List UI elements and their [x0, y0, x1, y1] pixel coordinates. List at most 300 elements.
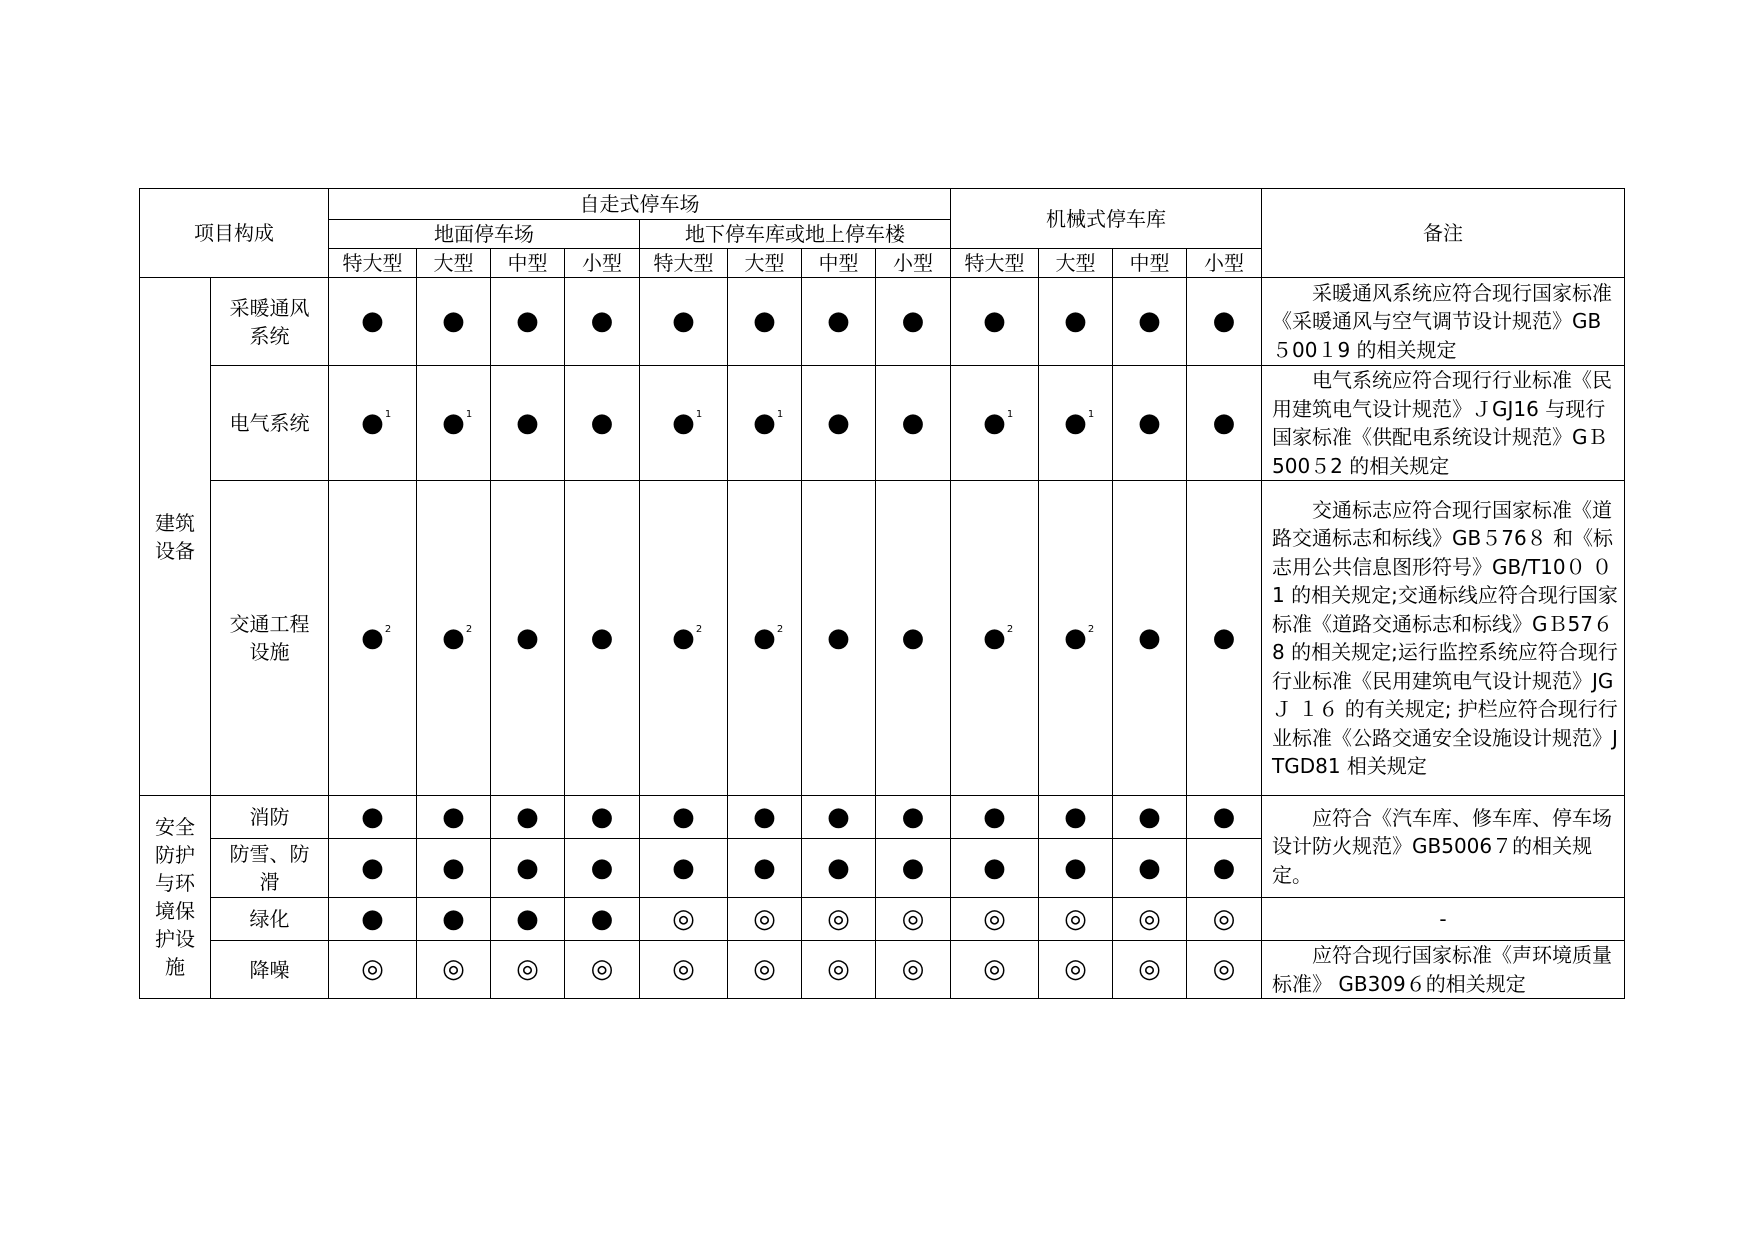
item-name: 防雪、防滑: [211, 839, 329, 898]
mark-glyph: ◎: [901, 903, 925, 934]
mark-cell: [951, 796, 1039, 839]
mark-symbol: [591, 409, 614, 437]
mark-cell: [329, 898, 417, 941]
mark-symbol: [591, 854, 614, 882]
standards-table: [139, 188, 1625, 999]
mark-symbol: [672, 854, 695, 882]
mark-symbol: [516, 409, 539, 437]
mark-symbol: [983, 407, 1014, 438]
mark-glyph: ●: [983, 306, 1006, 336]
mark-glyph: ●: [983, 852, 1006, 883]
mark-glyph: ●: [983, 407, 1006, 438]
mark-footnote: 1: [1006, 408, 1014, 420]
header-size: 特大型: [329, 249, 417, 278]
mark-cell: [417, 839, 491, 898]
remark-text: 应符合《汽车库、修车库、停车场设计防火规范》GB5006７的相关规定。: [1272, 805, 1612, 887]
mark-symbol: [827, 854, 850, 882]
mark-symbol: [983, 307, 1006, 335]
mark-glyph: ◎: [516, 954, 539, 984]
mark-symbol: [1138, 905, 1161, 933]
table-row: [140, 898, 1625, 941]
mark-glyph: ●: [753, 306, 776, 336]
mark-glyph: ●: [590, 852, 614, 883]
mark-cell: [951, 481, 1039, 796]
mark-cell: [491, 481, 565, 796]
mark-symbol: [1213, 905, 1236, 933]
mark-cell: [802, 278, 876, 366]
mark-glyph: ●: [901, 306, 925, 336]
mark-glyph: ●: [1064, 852, 1087, 883]
mark-symbol: [1064, 803, 1087, 831]
mark-glyph: ●: [672, 801, 695, 832]
remark-text: 应符合现行国家标准《声环境质量标准》 GB309６的相关规定: [1272, 943, 1612, 996]
mark-cell: [491, 366, 565, 481]
mark-cell: [1039, 941, 1113, 999]
mark-symbol: [516, 624, 539, 652]
mark-cell: [417, 796, 491, 839]
mark-symbol: [902, 854, 925, 882]
mark-cell: [1113, 366, 1187, 481]
item-name: 降噪: [211, 941, 329, 999]
mark-cell: [640, 796, 728, 839]
mark-symbol: [516, 905, 539, 933]
mark-symbol: [902, 307, 925, 335]
mark-glyph: ●: [753, 852, 776, 883]
mark-symbol: [1064, 955, 1087, 983]
mark-symbol: [902, 905, 925, 933]
mark-glyph: ●: [827, 306, 850, 336]
mark-cell: [951, 941, 1039, 999]
mark-symbol: [902, 624, 925, 652]
mark-cell: [491, 278, 565, 366]
mark-cell: [1039, 796, 1113, 839]
mark-symbol: [442, 955, 465, 983]
mark-cell: [802, 839, 876, 898]
mark-cell: [951, 366, 1039, 481]
mark-glyph: ●: [901, 852, 925, 883]
mark-glyph: ◎: [983, 954, 1006, 984]
remark-cell: -: [1262, 898, 1625, 941]
mark-glyph: ●: [672, 306, 695, 336]
mark-glyph: ◎: [1212, 903, 1236, 934]
mark-symbol: [753, 803, 776, 831]
mark-glyph: ●: [516, 852, 539, 883]
mark-glyph: ●: [442, 903, 465, 934]
mark-glyph: ◎: [827, 954, 850, 984]
mark-glyph: ◎: [672, 954, 695, 984]
header-mechanical: 机械式停车库: [951, 189, 1262, 249]
mark-symbol: [1138, 307, 1161, 335]
mark-cell: [640, 941, 728, 999]
mark-glyph: ●: [442, 306, 465, 336]
mark-symbol: [753, 307, 776, 335]
mark-glyph: ◎: [1064, 954, 1087, 984]
mark-symbol: [983, 955, 1006, 983]
mark-symbol: [827, 409, 850, 437]
mark-cell: [1187, 941, 1262, 999]
mark-glyph: ●: [361, 306, 384, 336]
mark-glyph: ●: [361, 407, 384, 438]
mark-symbol: [753, 955, 776, 983]
mark-cell: [1187, 898, 1262, 941]
mark-cell: [1039, 481, 1113, 796]
mark-cell: [329, 481, 417, 796]
mark-glyph: ◎: [590, 954, 614, 984]
mark-symbol: [442, 854, 465, 882]
mark-glyph: ●: [983, 801, 1006, 832]
mark-symbol: [1138, 955, 1161, 983]
mark-glyph: ◎: [672, 903, 695, 934]
remark-text: 交通标志应符合现行国家标准《道路交通标志和标线》GB５76８ 和《标志用公共信息图形符号》GB/T10０ ０1 的相关规定;交通标线应符合现行国家标准《道路交通标志和标线》GＢ57６8 的相关规定;运行监控系统应符合现行行业标准《民用建筑电气设计规范》JGＪ １６ 的有关规定; 护栏应符合现行行业标准《公路交通安全设施设计规范》JTGD81 相关规定: [1272, 497, 1618, 778]
mark-symbol: [442, 407, 473, 438]
header-size: 小型: [1187, 249, 1262, 278]
mark-glyph: ●: [361, 801, 384, 832]
mark-footnote: 1: [695, 408, 703, 420]
mark-cell: [876, 796, 951, 839]
mark-footnote: 2: [1006, 623, 1014, 635]
table-row: [140, 366, 1625, 481]
mark-cell: [728, 898, 802, 941]
item-name: 交通工程设施: [211, 481, 329, 796]
mark-footnote: 2: [1087, 623, 1095, 635]
mark-symbol: [827, 307, 850, 335]
mark-glyph: ●: [590, 306, 614, 336]
mark-glyph: ●: [590, 903, 614, 934]
mark-symbol: [827, 624, 850, 652]
mark-footnote: 2: [384, 623, 392, 635]
mark-cell: [1039, 278, 1113, 366]
mark-glyph: ◎: [442, 954, 465, 984]
mark-cell: [565, 796, 640, 839]
mark-glyph: ●: [516, 801, 539, 832]
mark-cell: [491, 839, 565, 898]
header-size: 特大型: [951, 249, 1039, 278]
mark-glyph: ●: [672, 852, 695, 883]
mark-symbol: [442, 307, 465, 335]
mark-cell: [640, 278, 728, 366]
mark-cell: [1113, 278, 1187, 366]
mark-glyph: ●: [442, 801, 465, 832]
group-safety: 安全防护与环境保护设施: [140, 796, 211, 999]
mark-symbol: [361, 803, 384, 831]
mark-symbol: [1064, 407, 1095, 438]
header-size: 特大型: [640, 249, 728, 278]
mark-cell: [1187, 366, 1262, 481]
mark-glyph: ◎: [827, 903, 850, 934]
mark-cell: [565, 366, 640, 481]
mark-glyph: ●: [827, 852, 850, 883]
mark-cell: [1113, 898, 1187, 941]
mark-glyph: ●: [442, 852, 465, 883]
mark-glyph: ●: [442, 622, 465, 653]
mark-symbol: [753, 622, 784, 653]
mark-glyph: ●: [1064, 622, 1087, 653]
mark-symbol: [672, 622, 703, 653]
mark-cell: [728, 278, 802, 366]
header-underground: 地下停车库或地上停车楼: [640, 220, 951, 249]
mark-symbol: [1138, 624, 1161, 652]
mark-cell: [876, 366, 951, 481]
mark-cell: [1113, 481, 1187, 796]
mark-glyph: ●: [516, 903, 539, 934]
mark-footnote: 2: [776, 623, 784, 635]
mark-glyph: ●: [590, 407, 614, 438]
mark-cell: [491, 941, 565, 999]
mark-symbol: [591, 955, 614, 983]
mark-cell: [329, 839, 417, 898]
item-name: 电气系统: [211, 366, 329, 481]
mark-cell: [876, 278, 951, 366]
mark-footnote: 1: [1087, 408, 1095, 420]
mark-cell: [1113, 941, 1187, 999]
mark-symbol: [902, 803, 925, 831]
mark-symbol: [983, 905, 1006, 933]
mark-symbol: [591, 803, 614, 831]
mark-glyph: ●: [753, 801, 776, 832]
mark-cell: [329, 366, 417, 481]
mark-glyph: ●: [983, 622, 1006, 653]
mark-glyph: ●: [1212, 622, 1236, 653]
mark-symbol: [1213, 803, 1236, 831]
mark-glyph: ●: [361, 852, 384, 883]
mark-cell: [329, 278, 417, 366]
mark-symbol: [672, 955, 695, 983]
mark-symbol: [1064, 622, 1095, 653]
header-size: 中型: [491, 249, 565, 278]
mark-symbol: [361, 955, 384, 983]
mark-symbol: [1064, 854, 1087, 882]
mark-symbol: [1213, 307, 1236, 335]
mark-cell: [802, 366, 876, 481]
mark-symbol: [1138, 409, 1161, 437]
mark-symbol: [1213, 955, 1236, 983]
mark-cell: [640, 839, 728, 898]
mark-cell: [1039, 366, 1113, 481]
mark-cell: [1039, 898, 1113, 941]
mark-glyph: ●: [516, 306, 539, 336]
mark-cell: [329, 941, 417, 999]
mark-symbol: [1213, 624, 1236, 652]
mark-cell: [417, 481, 491, 796]
mark-symbol: [983, 803, 1006, 831]
mark-cell: [802, 941, 876, 999]
mark-cell: [728, 941, 802, 999]
mark-glyph: ●: [753, 622, 776, 653]
mark-symbol: [361, 854, 384, 882]
mark-symbol: [1213, 409, 1236, 437]
mark-glyph: ●: [672, 622, 695, 653]
mark-cell: [565, 839, 640, 898]
mark-cell: [565, 898, 640, 941]
mark-glyph: ●: [1138, 306, 1161, 336]
mark-glyph: ●: [1138, 801, 1161, 832]
mark-symbol: [672, 307, 695, 335]
mark-symbol: [1138, 854, 1161, 882]
mark-glyph: ●: [361, 903, 384, 934]
mark-glyph: ◎: [753, 954, 776, 984]
mark-symbol: [442, 905, 465, 933]
header-size: 中型: [802, 249, 876, 278]
mark-cell: [1187, 839, 1262, 898]
mark-cell: [728, 481, 802, 796]
mark-cell: [640, 898, 728, 941]
mark-symbol: [902, 409, 925, 437]
header-size: 中型: [1113, 249, 1187, 278]
mark-symbol: [442, 622, 473, 653]
mark-symbol: [1064, 905, 1087, 933]
header-remark: 备注: [1262, 189, 1625, 278]
mark-cell: [728, 839, 802, 898]
header-self-park: 自走式停车场: [329, 189, 951, 220]
mark-glyph: ●: [901, 407, 925, 438]
mark-glyph: ●: [590, 801, 614, 832]
mark-footnote: 2: [465, 623, 473, 635]
mark-glyph: ●: [1212, 407, 1236, 438]
mark-symbol: [753, 905, 776, 933]
mark-cell: [876, 481, 951, 796]
mark-cell: [728, 366, 802, 481]
mark-cell: [491, 796, 565, 839]
mark-glyph: ●: [827, 801, 850, 832]
item-name: 采暖通风系统: [211, 278, 329, 366]
header-project: 项目构成: [140, 189, 329, 278]
mark-cell: [1113, 796, 1187, 839]
mark-symbol: [672, 407, 703, 438]
header-size: 大型: [417, 249, 491, 278]
mark-symbol: [1213, 854, 1236, 882]
mark-glyph: ●: [1212, 801, 1236, 832]
mark-glyph: ◎: [753, 903, 776, 934]
mark-glyph: ●: [1212, 852, 1236, 883]
mark-glyph: ●: [1064, 306, 1087, 336]
mark-symbol: [361, 622, 392, 653]
mark-footnote: 1: [384, 408, 392, 420]
remark-text: 采暖通风系统应符合现行国家标准《采暖通风与空气调节设计规范》GB５00１9 的相关规定: [1272, 280, 1612, 362]
mark-cell: [876, 941, 951, 999]
mark-cell: [417, 366, 491, 481]
mark-symbol: [983, 622, 1014, 653]
mark-glyph: ●: [442, 407, 465, 438]
mark-cell: [491, 898, 565, 941]
mark-symbol: [361, 407, 392, 438]
header-size: 大型: [728, 249, 802, 278]
table-row: [140, 278, 1625, 366]
mark-cell: [640, 366, 728, 481]
mark-cell: [876, 839, 951, 898]
table-row: [140, 796, 1625, 839]
mark-cell: [802, 898, 876, 941]
mark-glyph: ◎: [361, 954, 384, 984]
remark-cell: [1262, 941, 1625, 999]
item-name: 绿化: [211, 898, 329, 941]
mark-glyph: ●: [753, 407, 776, 438]
mark-glyph: ●: [1138, 622, 1161, 653]
mark-glyph: ◎: [901, 954, 925, 984]
mark-symbol: [753, 407, 784, 438]
mark-cell: [565, 278, 640, 366]
mark-glyph: ●: [827, 622, 850, 653]
table-row: [140, 941, 1625, 999]
mark-cell: [951, 839, 1039, 898]
remark-cell: [1262, 481, 1625, 796]
mark-footnote: 1: [776, 408, 784, 420]
mark-symbol: [516, 803, 539, 831]
mark-footnote: 2: [695, 623, 703, 635]
mark-symbol: [827, 905, 850, 933]
header-ground: 地面停车场: [329, 220, 640, 249]
mark-cell: [1187, 278, 1262, 366]
mark-glyph: ●: [827, 407, 850, 438]
mark-glyph: ●: [516, 407, 539, 438]
mark-glyph: ●: [1064, 407, 1087, 438]
mark-symbol: [516, 955, 539, 983]
mark-symbol: [516, 307, 539, 335]
mark-cell: [728, 796, 802, 839]
group-building: 建筑设备: [140, 278, 211, 796]
mark-glyph: ●: [590, 622, 614, 653]
mark-cell: [565, 941, 640, 999]
mark-glyph: ●: [672, 407, 695, 438]
mark-cell: [640, 481, 728, 796]
mark-cell: [951, 898, 1039, 941]
mark-cell: [1187, 796, 1262, 839]
mark-cell: [951, 278, 1039, 366]
mark-glyph: ●: [1064, 801, 1087, 832]
mark-glyph: ●: [901, 622, 925, 653]
mark-footnote: 1: [465, 408, 473, 420]
mark-symbol: [591, 624, 614, 652]
mark-symbol: [442, 803, 465, 831]
mark-symbol: [591, 905, 614, 933]
mark-symbol: [591, 307, 614, 335]
mark-glyph: ●: [361, 622, 384, 653]
remark-cell: [1262, 366, 1625, 481]
mark-symbol: [361, 905, 384, 933]
mark-cell: [1187, 481, 1262, 796]
mark-symbol: [827, 955, 850, 983]
mark-glyph: ●: [901, 801, 925, 832]
remark-text: 电气系统应符合现行行业标准《民用建筑电气设计规范》ＪGJ16 与现行国家标准《供配电系统设计规范》GＢ500５2 的相关规定: [1272, 368, 1612, 478]
mark-symbol: [1064, 307, 1087, 335]
mark-cell: [417, 898, 491, 941]
mark-glyph: ◎: [1138, 954, 1161, 984]
mark-symbol: [361, 307, 384, 335]
mark-symbol: [902, 955, 925, 983]
header-size: 小型: [565, 249, 640, 278]
mark-symbol: [1138, 803, 1161, 831]
mark-cell: [1039, 839, 1113, 898]
mark-cell: [329, 796, 417, 839]
mark-glyph: ◎: [1138, 903, 1161, 934]
mark-glyph: ●: [516, 622, 539, 653]
mark-symbol: [983, 854, 1006, 882]
mark-glyph: ◎: [983, 903, 1006, 934]
mark-cell: [876, 898, 951, 941]
mark-cell: [417, 278, 491, 366]
header-size: 大型: [1039, 249, 1113, 278]
mark-symbol: [827, 803, 850, 831]
table-row: [140, 481, 1625, 796]
mark-cell: [417, 941, 491, 999]
mark-cell: [802, 481, 876, 796]
mark-glyph: ●: [1138, 852, 1161, 883]
mark-symbol: [672, 905, 695, 933]
mark-symbol: [753, 854, 776, 882]
mark-cell: [565, 481, 640, 796]
mark-glyph: ●: [1212, 306, 1236, 336]
mark-cell: [802, 796, 876, 839]
mark-cell: [1113, 839, 1187, 898]
